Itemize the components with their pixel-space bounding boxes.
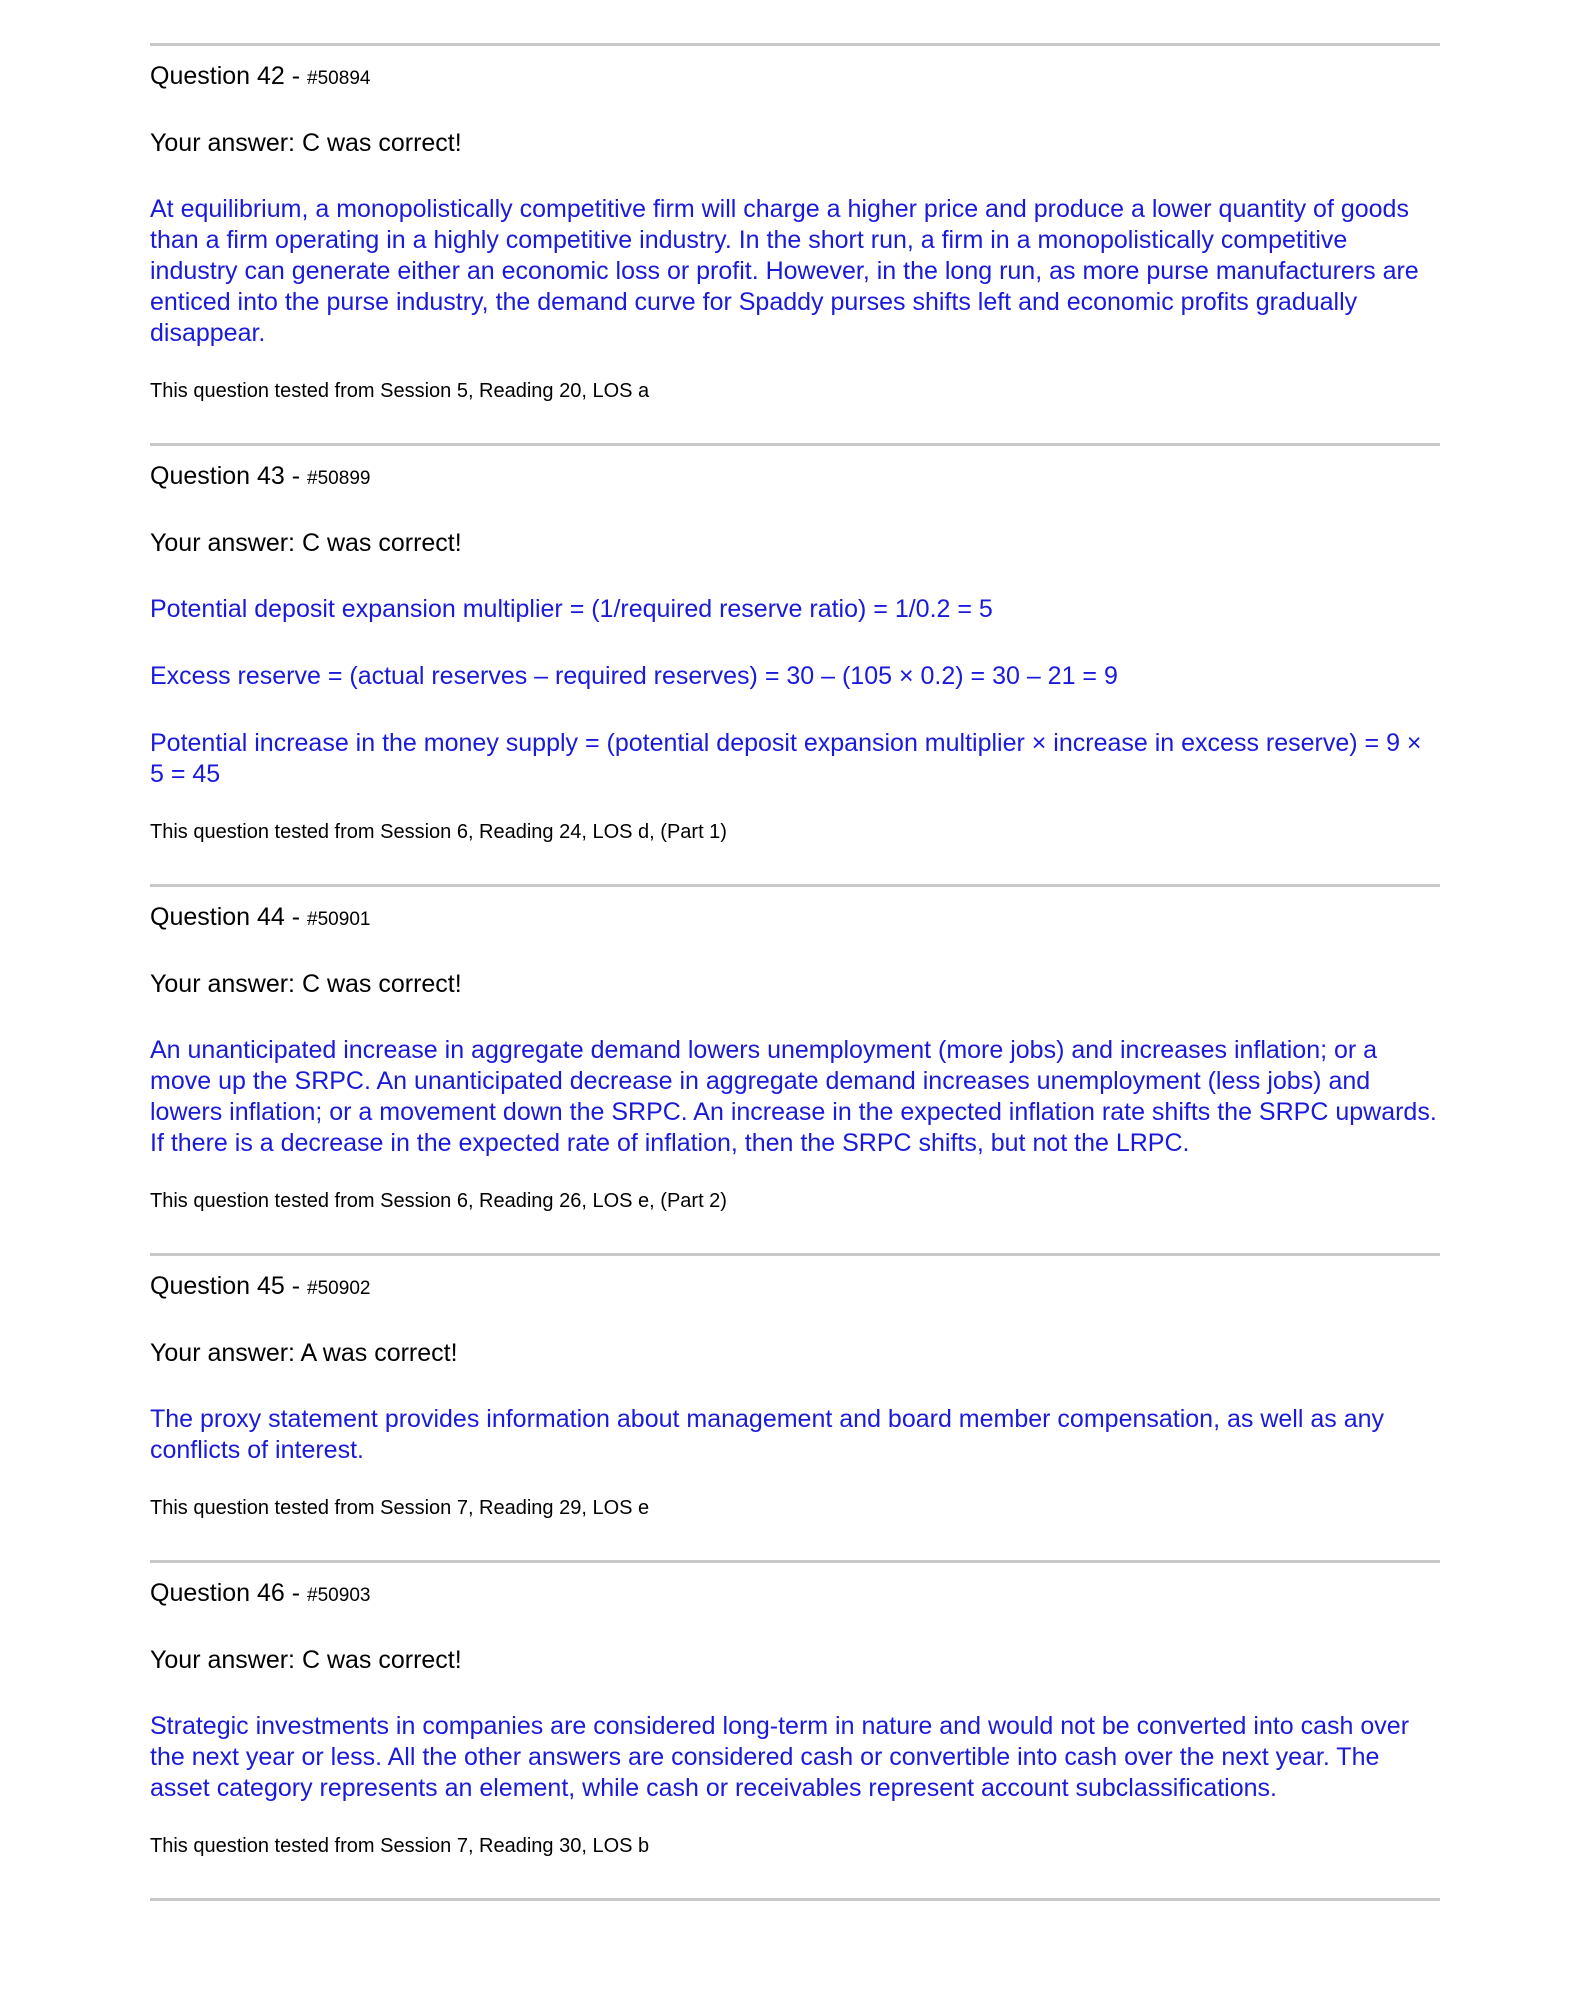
- question-label: Question 45: [150, 1272, 285, 1300]
- question-block-42: [150, 43, 1440, 403]
- question-label: Question 42: [150, 62, 285, 90]
- tested-from: This question tested from Session 6, Reading 26, LOS e, (Part 2): [150, 1190, 727, 1212]
- divider: [150, 1560, 1440, 1563]
- your-answer: Your answer: C was correct!: [150, 970, 462, 998]
- divider: [150, 1253, 1440, 1256]
- explanation-text: At equilibrium, a monopolistically competitive firm will charge a higher price and produce a lower quantity of goods than a firm operating in a highly competitive industry. In the short run, a firm in a monopolistically competitive industry can generate either an economic loss or profit. However, in the long run, as more purse manufacturers are enticed into the purse industry, the demand curve for Spaddy purses shifts left and economic profits gradually disappear.: [150, 195, 1419, 347]
- question-id: #50894: [307, 68, 371, 89]
- question-block-43: [150, 443, 1440, 844]
- question-block-46: [150, 1560, 1440, 1858]
- question-separator: -: [284, 1579, 308, 1607]
- tested-from: This question tested from Session 7, Reading 30, LOS b: [150, 1835, 650, 1857]
- question-header: [150, 1578, 1440, 1611]
- question-header: [150, 461, 1440, 494]
- question-id: #50903: [307, 1585, 371, 1606]
- question-separator: -: [284, 62, 308, 90]
- question-label: Question 43: [150, 462, 285, 490]
- question-separator: -: [284, 1272, 308, 1300]
- tested-from: This question tested from Session 7, Reading 29, LOS e: [150, 1497, 650, 1519]
- divider: [150, 884, 1440, 887]
- explanation-text: Strategic investments in companies are considered long-term in nature and would not be converted into cash over the next year or less. All the other answers are considered cash or convertible into cash over the next year. The asset category represents an element, while cash or receivables represent account subclassifications.: [150, 1712, 1410, 1802]
- explanation-text: Potential increase in the money supply = (potential deposit expansion multiplier × increase in excess reserve) = 9 × 5 = 45: [150, 729, 1422, 788]
- divider-bottom: [150, 1898, 1440, 1901]
- explanation-text: Excess reserve = (actual reserves – required reserves) = 30 – (105 × 0.2) = 30 – 21 = 9: [150, 662, 1118, 690]
- question-separator: -: [284, 903, 308, 931]
- tested-from: This question tested from Session 6, Reading 24, LOS d, (Part 1): [150, 821, 727, 843]
- question-header: [150, 61, 1440, 94]
- your-answer: Your answer: A was correct!: [150, 1339, 458, 1367]
- question-header: [150, 902, 1440, 935]
- question-id: #50901: [307, 909, 371, 930]
- question-block-45: [150, 1253, 1440, 1520]
- question-id: #50902: [307, 1278, 371, 1299]
- question-block-44: [150, 884, 1440, 1213]
- tested-from: This question tested from Session 5, Reading 20, LOS a: [150, 380, 650, 402]
- explanation-text: Potential deposit expansion multiplier = (1/required reserve ratio) = 1/0.2 = 5: [150, 595, 993, 623]
- results-page: [150, 0, 1440, 1901]
- your-answer: Your answer: C was correct!: [150, 529, 462, 557]
- question-label: Question 46: [150, 1579, 285, 1607]
- divider: [150, 43, 1440, 46]
- question-label: Question 44: [150, 903, 285, 931]
- question-separator: -: [284, 462, 308, 490]
- explanation-text: The proxy statement provides information about management and board member compensation, as well as any conflicts of interest.: [150, 1405, 1384, 1464]
- divider: [150, 443, 1440, 446]
- question-id: #50899: [307, 468, 371, 489]
- question-header: [150, 1271, 1440, 1304]
- your-answer: Your answer: C was correct!: [150, 129, 462, 157]
- explanation-text: An unanticipated increase in aggregate demand lowers unemployment (more jobs) and increases inflation; or a move up the SRPC. An unanticipated decrease in aggregate demand increases unemployment (less jobs) and lowers inflation; or a movement down the SRPC. An increase in the expected inflation rate shifts the SRPC upwards. If there is a decrease in the expected rate of inflation, then the SRPC shifts, but not the LRPC.: [150, 1036, 1437, 1157]
- your-answer: Your answer: C was correct!: [150, 1646, 462, 1674]
